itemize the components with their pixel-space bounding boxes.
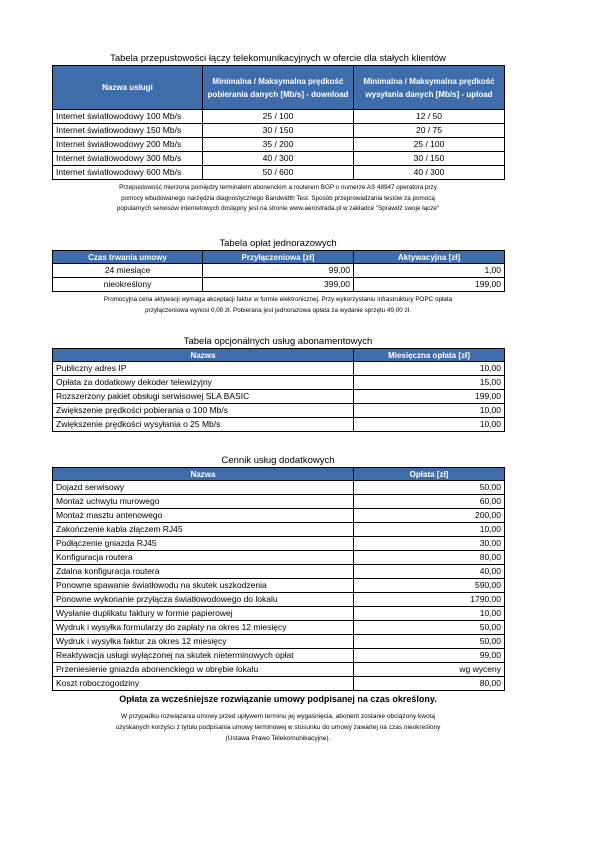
- additional-services-section: [52, 455, 504, 744]
- table-row: [53, 523, 505, 537]
- note-line: W przypadku rozwiązania umowy przed upływem terminu jej wygaśnięcia, abonent zostanie obciążony kwotą: [121, 713, 435, 720]
- fee: 10,00: [354, 523, 505, 537]
- upload-value: 25 / 100: [354, 138, 505, 152]
- connection-fee: 99,00: [203, 264, 354, 278]
- upload-value: 40 / 300: [354, 166, 505, 180]
- monthly-fee: 10,00: [354, 404, 505, 418]
- upload-value: 30 / 150: [354, 152, 505, 166]
- duration: nieokreślony: [53, 278, 203, 292]
- table-row: [53, 404, 505, 418]
- column-header-monthly-fee: Miesięczna opłata [zł]: [354, 349, 505, 362]
- early-termination-text: [52, 711, 504, 744]
- column-header-connection: Przyłączeniowa [zł]: [203, 251, 354, 264]
- fee: 1790,00: [354, 593, 505, 607]
- activation-fee: 199,00: [354, 278, 505, 292]
- table-row: [53, 565, 505, 579]
- service-name: Wydruk i wysyłka faktur za okres 12 miesięcy: [53, 635, 354, 649]
- table-row: [53, 166, 505, 180]
- duration: 24 miesiące: [53, 264, 203, 278]
- fee: 30,00: [354, 537, 505, 551]
- service-name: Wysłanie duplikatu faktury w formie papierowej: [53, 607, 354, 621]
- column-header-name: Nazwa: [53, 349, 354, 362]
- monthly-fee: 10,00: [354, 362, 505, 376]
- table-row: [53, 376, 505, 390]
- table-row: [53, 607, 505, 621]
- service-name: Internet światłowodowy 300 Mb/s: [53, 152, 203, 166]
- one-time-fees-note: [52, 295, 504, 316]
- table-row: [53, 138, 505, 152]
- one-time-fees-section: [52, 238, 504, 316]
- column-header-download: Minimalna / Maksymalna prędkość pobierania danych [Mb/s] - download: [203, 66, 354, 110]
- monthly-fee: 10,00: [354, 418, 505, 432]
- fee: 10,00: [354, 607, 505, 621]
- column-header-fee: Opłata [zł]: [354, 468, 505, 481]
- fee: 200,00: [354, 509, 505, 523]
- download-value: 30 / 150: [203, 124, 354, 138]
- column-header-name: Nazwa: [53, 468, 354, 481]
- activation-fee: 1,00: [354, 264, 505, 278]
- service-name: Ponowne wykonanie przyłącza światłowodowego do lokalu: [53, 593, 354, 607]
- column-header-upload: Minimalna / Maksymalna prędkość wysyłania danych [Mb/s] - upload: [354, 66, 505, 110]
- service-name: Zdalna konfiguracja routera: [53, 565, 354, 579]
- table-row: [53, 495, 505, 509]
- bandwidth-table: [52, 65, 505, 180]
- service-name: Dojazd serwisowy: [53, 481, 354, 495]
- table-row: [53, 593, 505, 607]
- additional-services-table: [52, 467, 505, 691]
- fee: 80,00: [354, 551, 505, 565]
- service-name: Zwiększenie prędkości wysyłania o 25 Mb/s: [53, 418, 354, 432]
- bandwidth-note: [52, 183, 504, 215]
- table-row: [53, 635, 505, 649]
- service-name: Publiczny adres IP: [53, 362, 354, 376]
- service-name: Konfiguracja routera: [53, 551, 354, 565]
- column-header-service: Nazwa usługi: [53, 66, 203, 110]
- upload-value: 12 / 50: [354, 110, 505, 124]
- column-header-activation: Aktywacyjna [zł]: [354, 251, 505, 264]
- fee: 99,00: [354, 649, 505, 663]
- service-name: Opłata za dodatkowy dekoder telewizyjny: [53, 376, 354, 390]
- note-line: Przepustowość mierzona pomiędzy terminalem abonenckim a routerem BGP o numerze AS 48947 operatora przy: [119, 184, 437, 191]
- fee: 60,00: [354, 495, 505, 509]
- table-row: [53, 418, 505, 432]
- note-line: przyłączeniowa wynosi 0,00 zł. Pobierana jest jednorazowa opłata za wydanie sprzętu 49,00 zł.: [145, 306, 411, 314]
- table-row: [53, 124, 505, 138]
- service-name: Internet światłowodowy 150 Mb/s: [53, 124, 203, 138]
- service-name: Internet światłowodowy 100 Mb/s: [53, 110, 203, 124]
- service-name: Internet światłowodowy 200 Mb/s: [53, 138, 203, 152]
- service-name: Internet światłowodowy 600 Mb/s: [53, 166, 203, 180]
- fee: 40,00: [354, 565, 505, 579]
- service-name: Zwiększenie prędkości pobierania o 100 Mb/s: [53, 404, 354, 418]
- optional-services-title: Tabela opcjonalnych usług abonamentowych: [183, 336, 373, 347]
- additional-services-title: Cennik usług dodatkowych: [221, 455, 335, 466]
- upload-value: 20 / 75: [354, 124, 505, 138]
- table-row: [53, 649, 505, 663]
- table-row: [53, 481, 505, 495]
- note-line: pomocy wbudowanego narzędzia diagnostycznego Bandwidth Test. Sposób przeprowadzania testów za pomocą: [121, 194, 435, 202]
- fee: 80,00: [354, 677, 505, 691]
- table-row: [53, 579, 505, 593]
- service-name: Rozszerzony pakiet obsługi serwisowej SLA BASIC: [53, 390, 354, 404]
- fee: 590,00: [354, 579, 505, 593]
- fee: 50,00: [354, 481, 505, 495]
- early-termination-heading: Opłata za wcześniejsze rozwiązanie umowy podpisanej na czas określony.: [119, 694, 437, 704]
- monthly-fee: 15,00: [354, 376, 505, 390]
- one-time-fees-title: Tabela opłat jednorazowych: [219, 238, 337, 249]
- service-name: Wydruk i wysyłka formularzy do zapłaty na okres 12 miesięcy: [53, 621, 354, 635]
- table-row: [53, 663, 505, 677]
- one-time-fees-table: [52, 250, 505, 292]
- download-value: 50 / 600: [203, 166, 354, 180]
- connection-fee: 399,00: [203, 278, 354, 292]
- service-name: Montaż uchwytu murowego: [53, 495, 354, 509]
- monthly-fee: 199,00: [354, 390, 505, 404]
- table-row: [53, 278, 505, 292]
- note-line: popularnych serwisów internetowych dostępny jest na stronie www.aerostrada.pl w zakładce "Sprawdź swoje łącze": [116, 205, 440, 212]
- service-name: Ponowne spawanie światłowodu na skutek uszkodzenia: [53, 579, 354, 593]
- download-value: 25 / 100: [203, 110, 354, 124]
- download-value: 40 / 300: [203, 152, 354, 166]
- table-row: [53, 677, 505, 691]
- service-name: Zakończenie kabla złączem RJ45: [53, 523, 354, 537]
- table-row: [53, 621, 505, 635]
- table-row: [53, 264, 505, 278]
- fee: 50,00: [354, 621, 505, 635]
- table-row: [53, 110, 505, 124]
- table-row: [53, 551, 505, 565]
- fee: wg wyceny: [354, 663, 505, 677]
- service-name: Koszt roboczogodziny: [53, 677, 354, 691]
- note-line: Promocyjna cena aktywacji wymaga akceptacji faktur w formie elektronicznej. Przy wykorzystaniu infrastruktury POPC opłata: [103, 296, 453, 303]
- note-line: (Ustawa Prawo Telekomunikacyjne).: [225, 735, 331, 742]
- optional-services-section: [52, 336, 504, 432]
- table-row: [53, 509, 505, 523]
- table-row: [53, 152, 505, 166]
- service-name: Montaż masztu antenowego: [53, 509, 354, 523]
- bandwidth-table-title: Tabela przepustowości łączy telekomunikacyjnych w ofercie dla stałych klientów: [110, 53, 446, 64]
- table-row: [53, 537, 505, 551]
- download-value: 35 / 200: [203, 138, 354, 152]
- service-name: Podłączenie gniazda RJ45: [53, 537, 354, 551]
- bandwidth-section: [52, 53, 504, 215]
- service-name: Przeniesienie gniazda abonenckiego w obrębie lokalu: [53, 663, 354, 677]
- table-row: [53, 390, 505, 404]
- optional-services-table: [52, 348, 505, 432]
- note-line: uzyskanych korzyści z tytułu podpisania umowy terminowej w stosunku do umowy zawartej na czas nieokreślony: [115, 724, 441, 731]
- fee: 50,00: [354, 635, 505, 649]
- column-header-duration: Czas trwania umowy: [53, 251, 203, 264]
- service-name: Reaktywacja usługi wyłączonej na skutek nieterminowych opłat: [53, 649, 354, 663]
- table-row: [53, 362, 505, 376]
